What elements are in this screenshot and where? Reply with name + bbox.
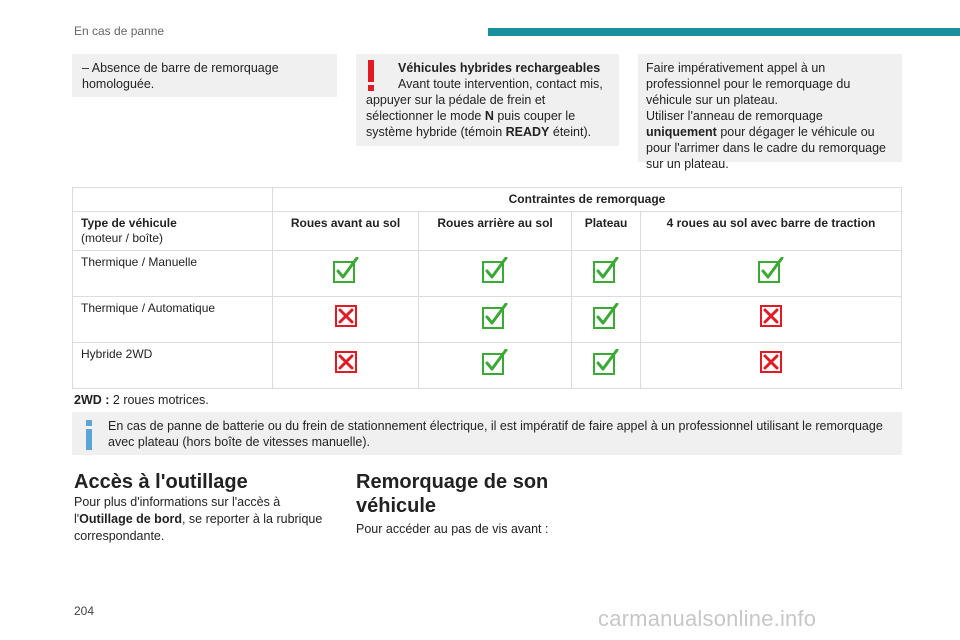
table-row [73,297,902,343]
requirement-box [72,54,337,97]
watermark: carmanualsonline.info [598,606,817,631]
status-cell [273,297,419,343]
section-title-towing: Remorquage de son véhicule [356,471,549,517]
professional-towing-para1: Faire impérativement appel à un professionnel pour le remorquage du véhicule sur un plateau. [646,61,851,107]
cross-icon [758,303,784,329]
status-cell [572,297,641,343]
info-icon [84,420,94,450]
status-cell [273,251,419,297]
requirement-text: – Absence de barre de remorquage homologuée. [82,61,279,91]
battery-info-text: En cas de panne de batterie ou du frein de stationnement électrique, il est impératif de faire appel à un professionnel utilisant le remorquage avec plateau (hors boîte de vitesses manuelle). [108,419,883,449]
column-header: Roues avant au sol [273,212,419,251]
status-cell [641,343,902,389]
status-cell [641,297,902,343]
professional-towing-box [638,54,902,171]
towing-paragraph: Pour accéder au pas de vis avant : [356,522,549,536]
status-cell [419,251,572,297]
section-title-tools: Accès à l'outillage [74,471,248,493]
cross-icon [333,349,359,375]
column-header: Plateau [572,212,641,251]
check-icon [482,349,508,375]
status-cell [273,343,419,389]
warning-exclamation-icon [364,60,378,92]
check-icon [593,349,619,375]
row-label: Thermique / Manuelle [73,251,273,297]
tools-paragraph: Pour plus d'informations sur l'accès à l'Outillage de bord, se reporter à la rubrique correspondante. [74,495,323,543]
status-cell [419,343,572,389]
section-header: En cas de panne [74,24,165,38]
status-cell [641,251,902,297]
check-icon [482,257,508,283]
hybrid-warning-text: Avant toute intervention, contact mis, appuyer sur la pédale de frein et sélectionner le mode N puis couper le système hybride (témoin READY éteint). [366,77,603,139]
status-cell [572,251,641,297]
hybrid-warning-box [356,54,619,146]
professional-towing-para2: Utiliser l'anneau de remorquage uniquement pour dégager le véhicule ou pour l'arrimer dans le cadre du remorquage sur un plateau. [646,109,887,171]
cross-icon [758,349,784,375]
table-row [73,251,902,297]
column-header: 4 roues au sol avec barre de traction [641,212,902,251]
page-number: 204 [74,604,95,618]
cross-icon [333,303,359,329]
check-icon [593,257,619,283]
type-header: Type de véhicule (moteur / boîte) [73,212,273,251]
check-icon [333,257,359,283]
abbreviation-note: 2WD : 2 roues motrices. [74,393,209,407]
header-accent-bar [488,28,960,36]
hybrid-warning-title: Véhicules hybrides rechargeables [398,61,601,75]
battery-info-box [72,412,902,455]
table-row [73,343,902,389]
check-icon [758,257,784,283]
status-cell [419,297,572,343]
check-icon [482,303,508,329]
column-header: Roues arrière au sol [419,212,572,251]
row-label: Thermique / Automatique [73,297,273,343]
towing-constraints-table [72,187,902,389]
check-icon [593,303,619,329]
row-label: Hybride 2WD [73,343,273,389]
group-header: Contraintes de remorquage [273,188,902,212]
status-cell [572,343,641,389]
table-corner-cell [73,188,273,212]
